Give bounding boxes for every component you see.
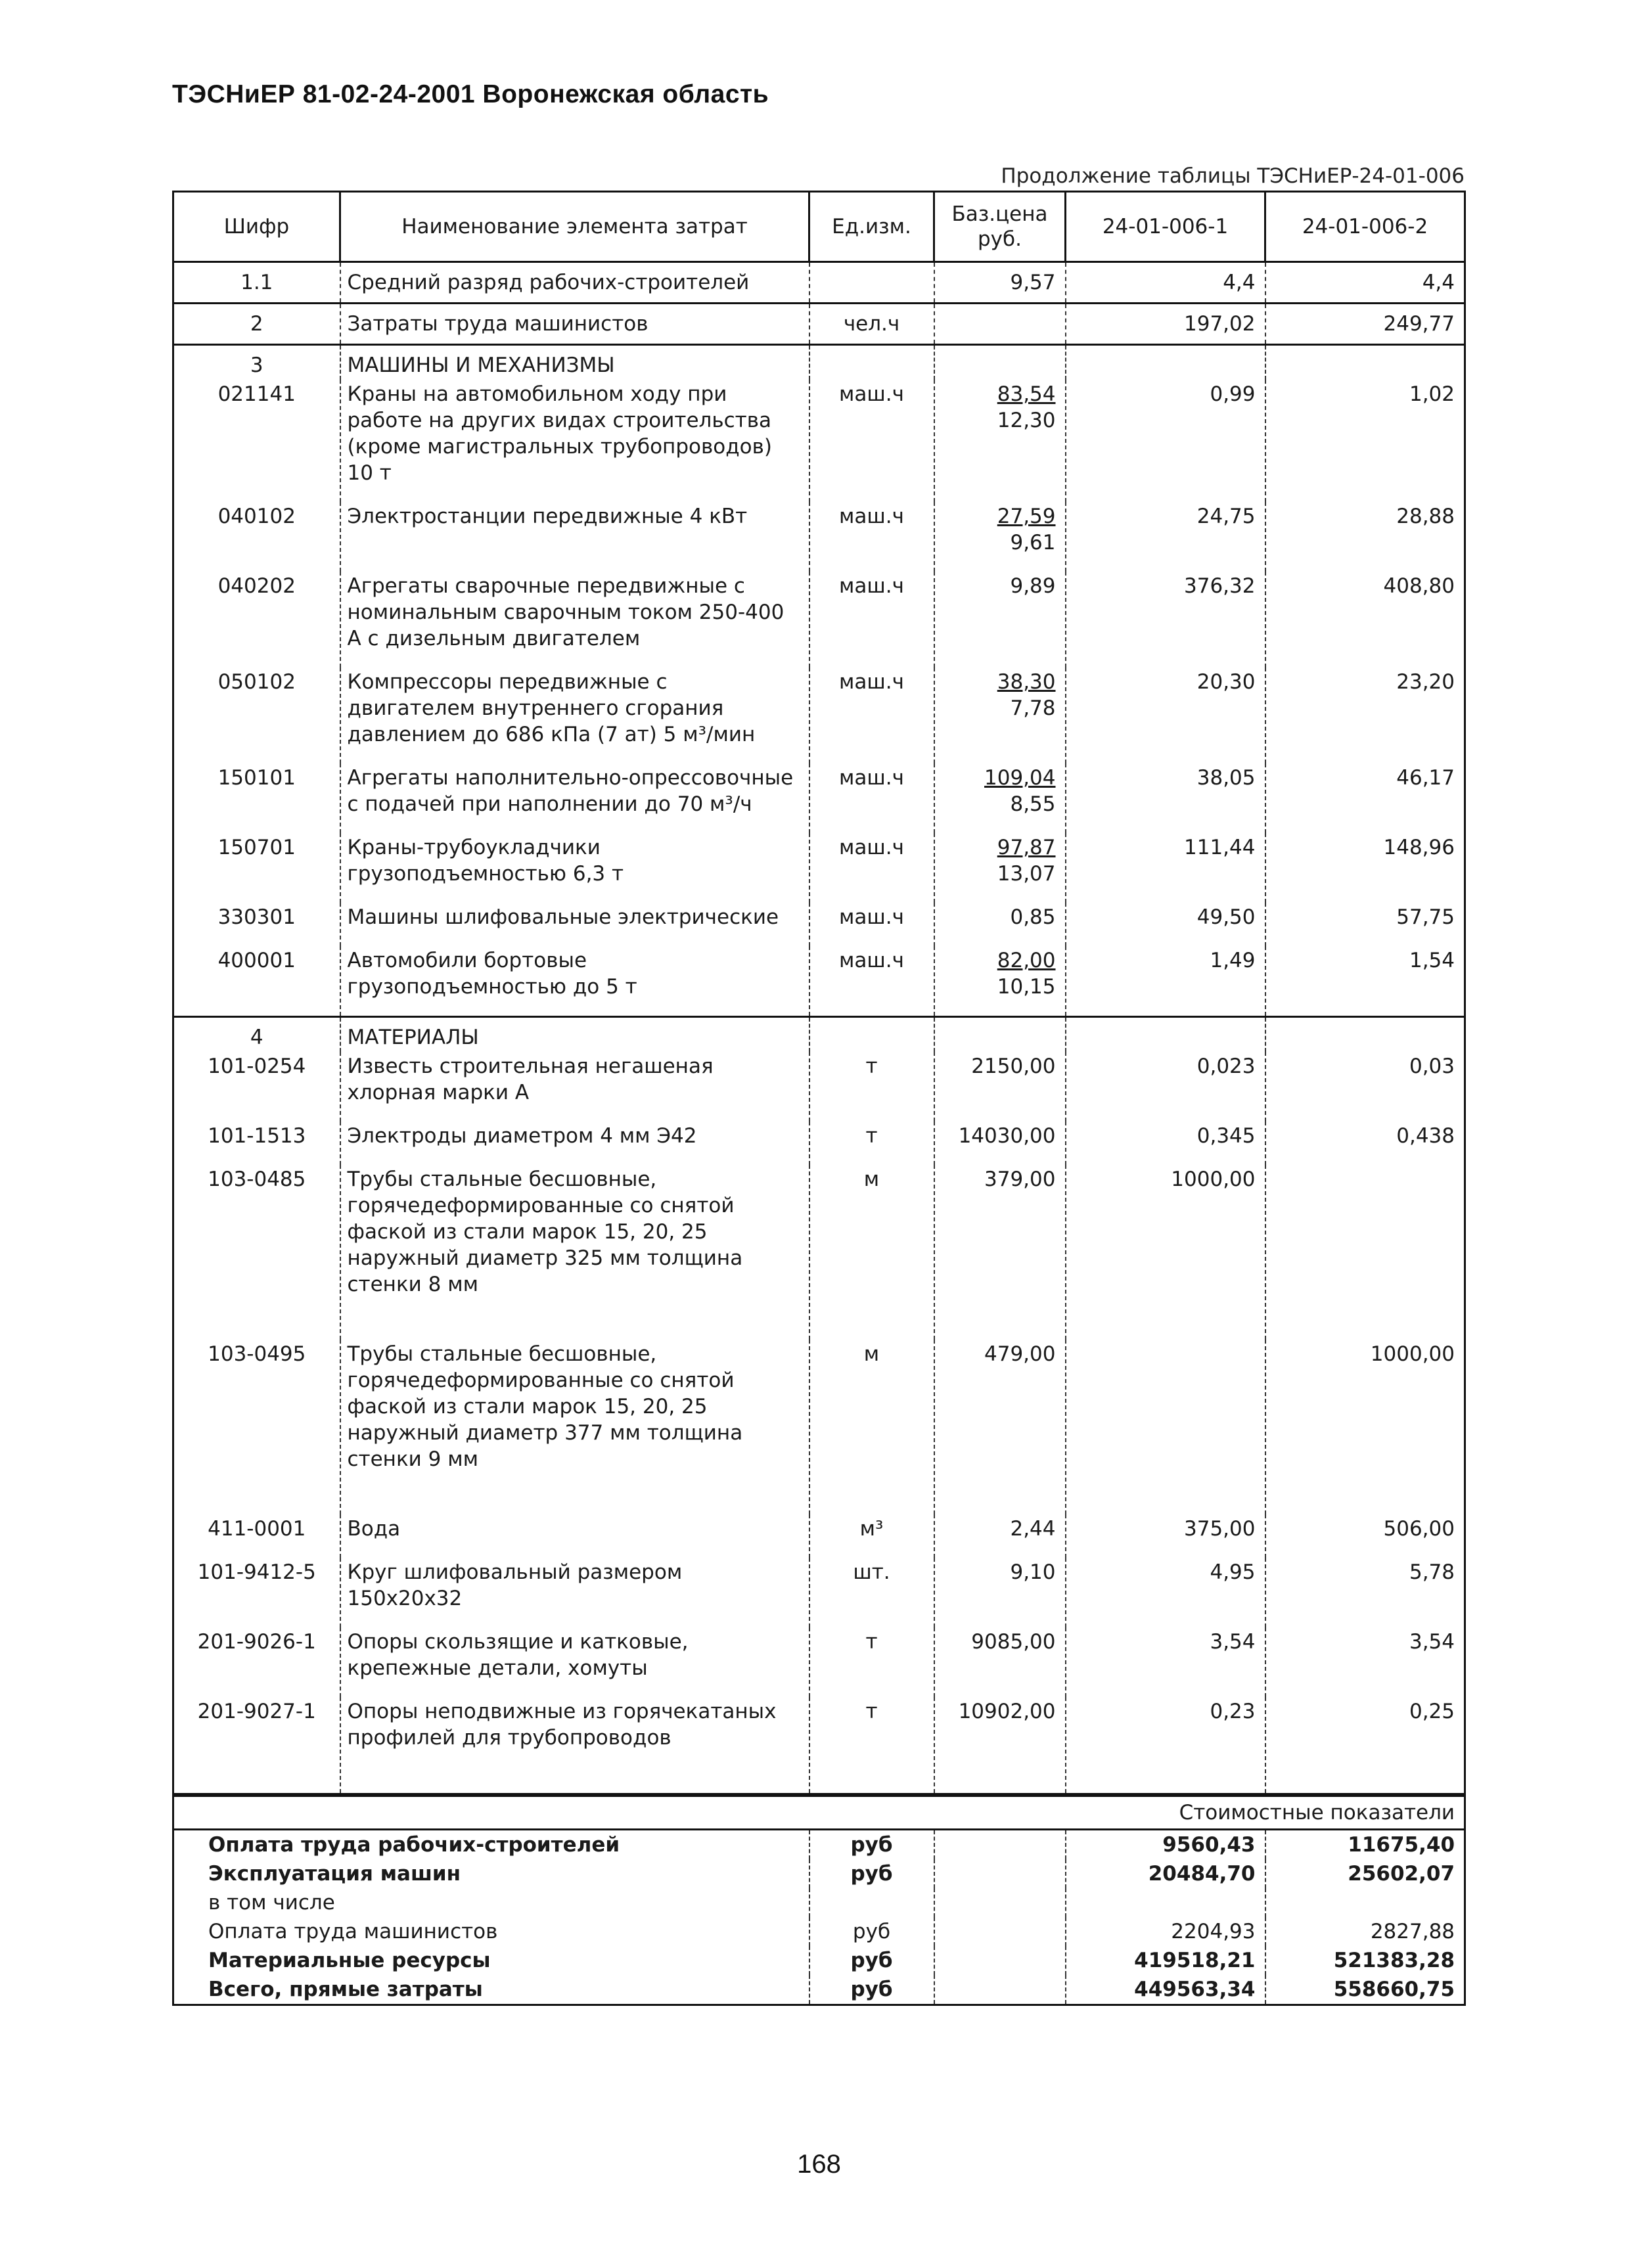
price-total: 109,04 [984,766,1056,790]
cell-price [934,502,1066,572]
section-title: МАШИНЫ И МЕХАНИЗМЫ [340,345,809,380]
cell-unit: чел.ч [809,304,934,345]
cost-summary-table [172,1795,1466,2006]
document-header: ТЭСНиЕР 81-02-24-2001 Воронежская область [172,80,769,108]
cell-unit: маш.ч [809,903,934,946]
summary-row [173,1830,1465,1860]
cell-code: 411-0001 [173,1514,340,1558]
table-row [173,1627,1465,1697]
cell-price: 9,10 [934,1558,1066,1627]
table-row [173,1122,1465,1165]
table-row [173,668,1465,763]
cell-price: 2150,00 [934,1052,1066,1122]
cell-name: Компрессоры передвижные с двигателем внутреннего сгорания давлением до 686 кПа (7 ат) 5 м³/мин [340,668,809,763]
norms-table [172,191,1466,1795]
summary-row [173,1975,1465,2005]
summary-value-2: 521383,28 [1265,1946,1465,1975]
price-wages: 9,61 [1010,531,1056,555]
cell-price: 0,85 [934,903,1066,946]
summary-value-1: 20484,70 [1066,1859,1265,1888]
cell-name: Известь строительная негашеная хлорная марки А [340,1052,809,1122]
cell-code: 040102 [173,502,340,572]
price-wages: 12,30 [997,409,1056,432]
cell-name: Вода [340,1514,809,1558]
table-row [173,1558,1465,1627]
summary-label: Материальные ресурсы [173,1946,809,1975]
cell-value-1: 38,05 [1066,763,1265,833]
price-total: 82,00 [997,949,1056,972]
price-total: 27,59 [997,505,1056,528]
summary-label: Оплата труда рабочих-строителей [173,1830,809,1860]
cell-code: 2 [173,304,340,345]
cell-value-2: 28,88 [1265,502,1465,572]
table-continuation-caption: Продолжение таблицы ТЭСНиЕР-24-01-006 [1001,164,1465,188]
summary-value-1: 2204,93 [1066,1917,1265,1946]
price-total: 97,87 [997,836,1056,859]
table-row [173,1697,1465,1794]
cell-unit: м [809,1165,934,1340]
cell-unit: маш.ч [809,833,934,903]
cell-price: 379,00 [934,1165,1066,1340]
summary-unit: руб [809,1917,934,1946]
cell-name: Автомобили бортовые грузоподъемностью до 5 т [340,946,809,1017]
cell-name: Электроды диаметром 4 мм Э42 [340,1122,809,1165]
page-number: 168 [797,2150,841,2179]
cell-value-1 [1066,1340,1265,1514]
cell-value-1: 4,4 [1066,262,1265,304]
summary-value-2: 558660,75 [1265,1975,1465,2005]
table-header-row [173,192,1465,262]
cell-value-1: 0,23 [1066,1697,1265,1794]
cell-price: 9,89 [934,572,1066,668]
cell-value-2: 5,78 [1265,1558,1465,1627]
price-wages: 10,15 [997,975,1056,999]
cell-code: 103-0485 [173,1165,340,1340]
summary-value-1: 449563,34 [1066,1975,1265,2005]
cell-value-2: 23,20 [1265,668,1465,763]
cell-price [934,304,1066,345]
col-header-unit: Ед.изм. [809,192,934,262]
cell-code: 101-1513 [173,1122,340,1165]
table-row [173,946,1465,1017]
summary-value-1: 9560,43 [1066,1830,1265,1860]
summary-value-1 [1066,1888,1265,1917]
cell-value-2: 408,80 [1265,572,1465,668]
cell-code: 1.1 [173,262,340,304]
cell-value-2: 46,17 [1265,763,1465,833]
table-row [173,262,1465,304]
cell-code: 050102 [173,668,340,763]
cell-unit: м³ [809,1514,934,1558]
cell-unit: маш.ч [809,668,934,763]
cell-code: 330301 [173,903,340,946]
summary-row [173,1859,1465,1888]
section-row [173,1017,1465,1053]
cell-price [934,946,1066,1017]
summary-caption-row [173,1796,1465,1830]
price-wages: 7,78 [1010,696,1056,720]
cell-price: 2,44 [934,1514,1066,1558]
cell-value-1: 49,50 [1066,903,1265,946]
section-number: 3 [173,345,340,380]
summary-value-2 [1265,1888,1465,1917]
cell-name: Краны-трубоукладчики грузоподъемностью 6,3 т [340,833,809,903]
cell-code: 150701 [173,833,340,903]
cell-code: 040202 [173,572,340,668]
cell-value-1: 0,99 [1066,380,1265,502]
table-row [173,380,1465,502]
summary-unit: руб [809,1975,934,2005]
cell-price: 9085,00 [934,1627,1066,1697]
cell-code: 150101 [173,763,340,833]
summary-unit: руб [809,1830,934,1860]
cell-unit: т [809,1697,934,1794]
summary-value-2: 25602,07 [1265,1859,1465,1888]
cell-name: Машины шлифовальные электрические [340,903,809,946]
summary-label: Эксплуатация машин [173,1859,809,1888]
section-title: МАТЕРИАЛЫ [340,1017,809,1053]
cell-value-2: 0,438 [1265,1122,1465,1165]
cell-code: 201-9026-1 [173,1627,340,1697]
cell-value-2: 0,03 [1265,1052,1465,1122]
cell-value-2: 1000,00 [1265,1340,1465,1514]
summary-unit: руб [809,1859,934,1888]
cell-code: 400001 [173,946,340,1017]
cell-unit: маш.ч [809,946,934,1017]
cell-value-1: 24,75 [1066,502,1265,572]
cell-value-2: 0,25 [1265,1697,1465,1794]
cell-value-1: 1,49 [1066,946,1265,1017]
table-row [173,1514,1465,1558]
cell-price [934,380,1066,502]
cell-code: 201-9027-1 [173,1697,340,1794]
cell-code: 101-9412-5 [173,1558,340,1627]
cell-name: Агрегаты сварочные передвижные с номинальным сварочным током 250-400 А с дизельным двигателем [340,572,809,668]
cell-code: 103-0495 [173,1340,340,1514]
cell-name: Трубы стальные бесшовные, горячедеформированные со снятой фаской из стали марок 15, 20, 25 наружный диаметр 377 мм толщина стенки 9 мм [340,1340,809,1514]
cell-value-2: 3,54 [1265,1627,1465,1697]
cell-value-1: 376,32 [1066,572,1265,668]
summary-unit [809,1888,934,1917]
table-row [173,1165,1465,1340]
cell-value-1: 111,44 [1066,833,1265,903]
cell-price [934,668,1066,763]
cell-value-1: 0,023 [1066,1052,1265,1122]
summary-unit: руб [809,1946,934,1975]
table-row [173,1052,1465,1122]
cell-value-2: 1,02 [1265,380,1465,502]
cell-value-1: 1000,00 [1066,1165,1265,1340]
cell-unit: т [809,1122,934,1165]
cell-value-1: 3,54 [1066,1627,1265,1697]
table-row [173,1340,1465,1514]
cell-value-2: 1,54 [1265,946,1465,1017]
price-wages: 8,55 [1010,792,1056,816]
cell-name: Опоры скользящие и катковые, крепежные детали, хомуты [340,1627,809,1697]
cell-value-2: 249,77 [1265,304,1465,345]
table-row [173,502,1465,572]
summary-label: в том числе [173,1888,809,1917]
cell-name: Электростанции передвижные 4 кВт [340,502,809,572]
col-header-24-01-006-1: 24-01-006-1 [1066,192,1265,262]
cell-code: 021141 [173,380,340,502]
summary-value-2: 2827,88 [1265,1917,1465,1946]
table-row [173,304,1465,345]
cell-name: Трубы стальные бесшовные, горячедеформированные со снятой фаской из стали марок 15, 20, 25 наружный диаметр 325 мм толщина стенки 8 мм [340,1165,809,1340]
cell-unit: м [809,1340,934,1514]
cell-name: Опоры неподвижные из горячекатаных профилей для трубопроводов [340,1697,809,1794]
summary-label: Всего, прямые затраты [173,1975,809,2005]
summary-label: Оплата труда машинистов [173,1917,809,1946]
cell-value-1: 20,30 [1066,668,1265,763]
cell-unit: маш.ч [809,502,934,572]
cell-value-2: 148,96 [1265,833,1465,903]
cell-price: 10902,00 [934,1697,1066,1794]
price-wages: 13,07 [997,862,1056,886]
cell-price: 9,57 [934,262,1066,304]
cell-unit: маш.ч [809,380,934,502]
cell-unit: маш.ч [809,572,934,668]
cell-name: Круг шлифовальный размером 150х20х32 [340,1558,809,1627]
col-header-code: Шифр [173,192,340,262]
cell-unit: маш.ч [809,763,934,833]
cell-name: Затраты труда машинистов [340,304,809,345]
cell-unit: шт. [809,1558,934,1627]
cell-name: Краны на автомобильном ходу при работе на других видах строительства (кроме магистральных трубопроводов) 10 т [340,380,809,502]
cell-value-1: 375,00 [1066,1514,1265,1558]
cell-price: 14030,00 [934,1122,1066,1165]
cell-price [934,833,1066,903]
col-header-price: Баз.цена руб. [934,192,1066,262]
cell-value-2: 57,75 [1265,903,1465,946]
cell-value-1: 197,02 [1066,304,1265,345]
summary-row [173,1917,1465,1946]
cell-code: 101-0254 [173,1052,340,1122]
summary-caption: Стоимостные показатели [173,1796,1465,1830]
cell-value-2: 4,4 [1265,262,1465,304]
cell-value-2: 506,00 [1265,1514,1465,1558]
cell-price: 479,00 [934,1340,1066,1514]
price-total: 83,54 [997,382,1056,406]
cell-value-1: 0,345 [1066,1122,1265,1165]
summary-value-1: 419518,21 [1066,1946,1265,1975]
cell-name: Агрегаты наполнительно-опрессовочные с подачей при наполнении до 70 м³/ч [340,763,809,833]
price-total: 38,30 [997,670,1056,694]
table-row [173,572,1465,668]
summary-value-2: 11675,40 [1265,1830,1465,1860]
cell-value-2 [1265,1165,1465,1340]
section-number: 4 [173,1017,340,1053]
cell-unit: т [809,1052,934,1122]
summary-row [173,1888,1465,1917]
section-row [173,345,1465,380]
col-header-24-01-006-2: 24-01-006-2 [1265,192,1465,262]
col-header-name: Наименование элемента затрат [340,192,809,262]
cell-price [934,763,1066,833]
cell-value-1: 4,95 [1066,1558,1265,1627]
table-row [173,833,1465,903]
cell-unit: т [809,1627,934,1697]
table-row [173,903,1465,946]
table-row [173,763,1465,833]
cell-name: Средний разряд рабочих-строителей [340,262,809,304]
norms-table-container [172,191,1464,2006]
summary-row [173,1946,1465,1975]
cell-unit [809,262,934,304]
